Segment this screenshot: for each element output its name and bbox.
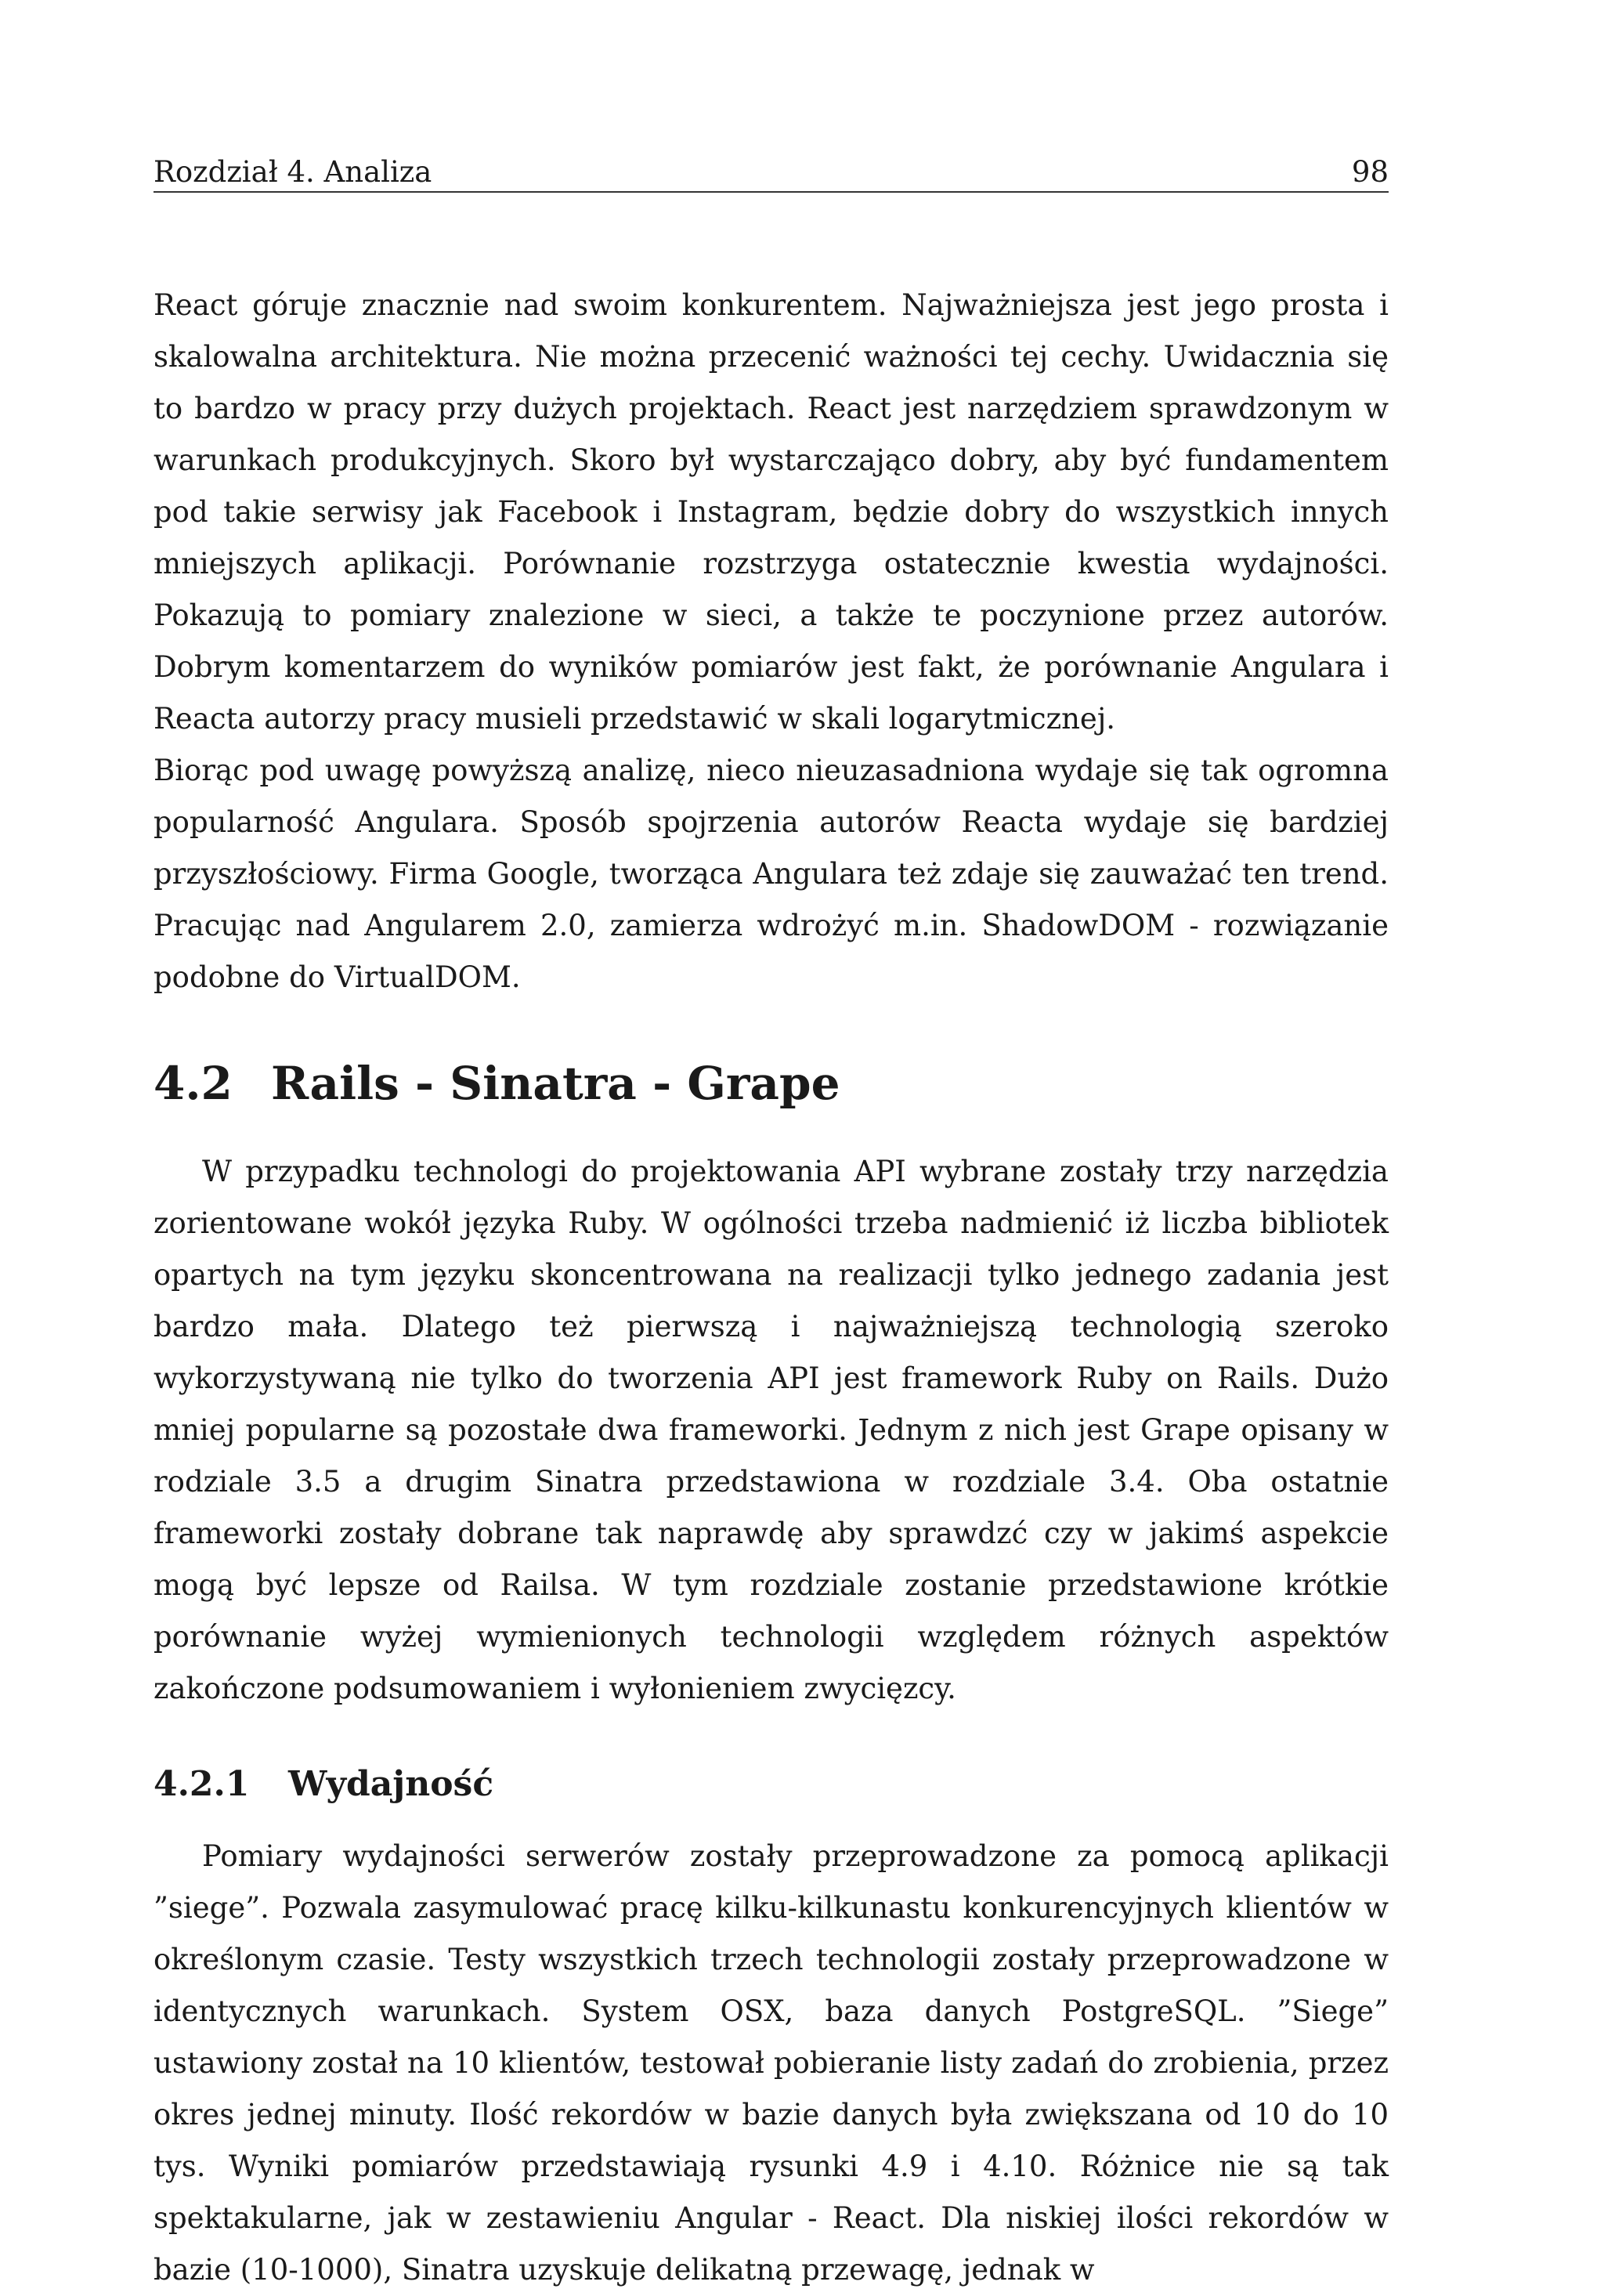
subsection-title: Wydajność	[288, 1764, 494, 1804]
chapter-title: Rozdział 4. Analiza	[154, 155, 432, 189]
document-page	[154, 0, 1389, 2287]
subsection-number: 4.2.1	[154, 1764, 250, 1804]
running-header	[154, 154, 1389, 193]
section-heading	[154, 1052, 1389, 1115]
section-title: Rails - Sinatra - Grape	[271, 1057, 840, 1110]
body-text	[154, 280, 1389, 2296]
paragraph-intro-1: React góruje znacznie nad swoim konkurentem. Najważniejsza jest jego prosta i skalowalna architektura. Nie można przecenić ważności tej cechy. Uwidacznia się to bardzo w pracy przy dużych projektach. React jest narzędziem sprawdzonym w warunkach produkcyjnych. Skoro był wystarczająco dobry, aby być fundamentem pod takie serwisy jak Facebook i Instagram, będzie dobry do wszystkich innych mniejszych aplikacji. Porównanie rozstrzyga ostatecznie kwestia wydajności. Pokazują to pomiary znalezione w sieci, a także te poczynione przez autorów. Dobrym komentarzem do wyników pomiarów jest fakt, że porównanie Angulara i Reacta autorzy pracy musieli przedstawić w skali logarytmicznej.	[154, 288, 1389, 736]
paragraph-intro-2: Biorąc pod uwagę powyższą analizę, nieco nieuzasadniona wydaje się tak ogromna popularność Angulara. Sposób spojrzenia autorów Reacta wydaje się bardziej przyszłościowy. Firma Google, tworząca Angulara też zdaje się zauważać ten trend. Pracując nad Angularem 2.0, zamierza wdrożyć m.in. ShadowDOM - rozwiązanie podobne do VirtualDOM.	[154, 754, 1389, 994]
section-paragraph: W przypadku technologi do projektowania API wybrane zostały trzy narzędzia zorientowane wokół języka Ruby. W ogólności trzeba nadmienić iż liczba bibliotek opartych na tym języku skoncentrowana na realizacji tylko jednego zadania jest bardzo mała. Dlatego też pierwszą i najważniejszą technologią szeroko wykorzystywaną nie tylko do tworzenia API jest framework Ruby on Rails. Dużo mniej popularne są pozostałe dwa frameworki. Jednym z nich jest Grape opisany w rodziale 3.5 a drugim Sinatra przedstawiona w rozdziale 3.4. Oba ostatnie frameworki zostały dobrane tak naprawdę aby sprawdzć czy w jakimś aspekcie mogą być lepsze od Railsa. W tym rozdziale zostanie przedstawione krótkie porównanie wyżej wymienionych technologii względem różnych aspektów zakończone podsumowaniem i wyłonieniem zwycięzcy.	[154, 1155, 1389, 1705]
section-number: 4.2	[154, 1057, 233, 1110]
subsection-paragraph: Pomiary wydajności serwerów zostały przeprowadzone za pomocą aplikacji ”siege”. Pozwala zasymulować pracę kilku-kilkunastu konkurencyjnych klientów w określonym czasie. Testy wszystkich trzech technologii zostały przeprowadzone w identycznych warunkach. System OSX, baza danych PostgreSQL. ”Siege” ustawiony został na 10 klientów, testował pobieranie listy zadań do zrobienia, przez okres jednej minuty. Ilość rekordów w bazie danych była zwiększana od 10 do 10 tys. Wyniki pomiarów przedstawiają rysunki 4.9 i 4.10. Różnice nie są tak spektakularne, jak w zestawieniu Angular - React. Dla niskiej ilości rekordów w bazie (10-1000), Sinatra uzyskuje delikatną przewagę, jednak w	[154, 1839, 1389, 2287]
subsection-heading	[154, 1759, 1389, 1810]
page-number: 98	[1351, 155, 1389, 189]
